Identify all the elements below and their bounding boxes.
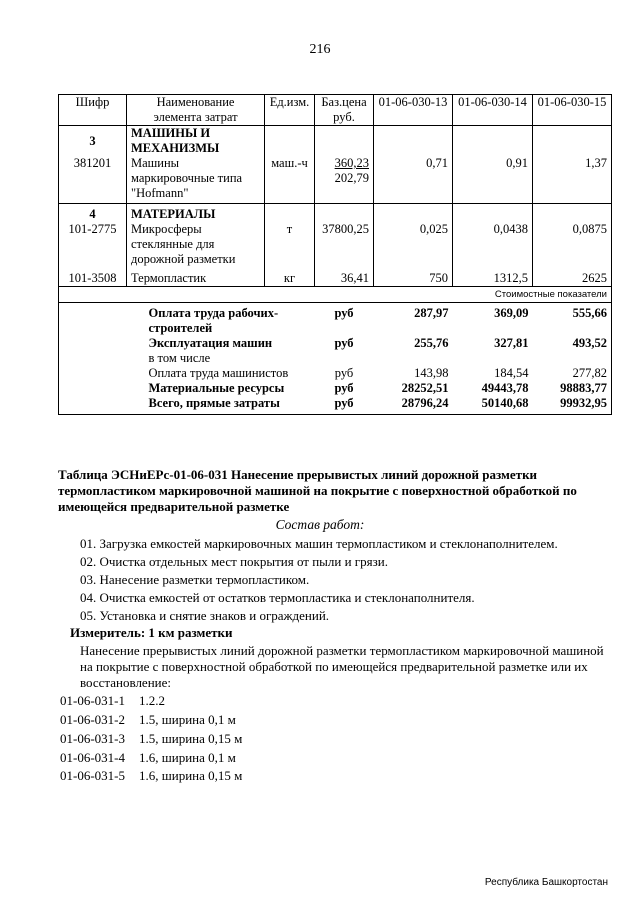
footer-region: Республика Башкортостан bbox=[484, 877, 608, 888]
page-number: 216 bbox=[309, 42, 331, 57]
header-code: Шифр bbox=[59, 95, 127, 126]
summary-row bbox=[59, 303, 612, 337]
code-text: 1.6, ширина 0,1 м bbox=[139, 750, 236, 765]
summary-row bbox=[59, 366, 612, 381]
work-item: 03. Нанесение разметки термопластиком. bbox=[80, 572, 310, 587]
summary-unit: руб bbox=[334, 381, 354, 395]
summary-name bbox=[127, 336, 315, 366]
summary-name: Всего, прямые затраты bbox=[127, 396, 315, 415]
work-item: 01. Загрузка емкостей маркировочных машин термопластиком и стеклонаполнителем. bbox=[80, 536, 558, 551]
code-text: 1.2.2 bbox=[139, 693, 165, 708]
summary-row bbox=[59, 381, 612, 396]
resource-table bbox=[58, 94, 612, 415]
row-name: Термопластик bbox=[127, 271, 265, 287]
row-name: Машины маркировочные типа "Hofmann" bbox=[127, 156, 265, 204]
summary-value-1: 287,97 bbox=[374, 303, 453, 337]
header-unit: Ед.изм. bbox=[265, 95, 315, 126]
row-code: 381201 bbox=[59, 156, 127, 204]
section-title: МАШИНЫ И МЕХАНИЗМЫ bbox=[127, 126, 265, 157]
code-item bbox=[60, 712, 236, 728]
summary-value-1: 255,76 bbox=[414, 336, 449, 350]
summary-value-3: 277,82 bbox=[533, 366, 612, 381]
summary-label: Оплата труда рабочих-строителей bbox=[148, 306, 279, 335]
code-text: 1.5, ширина 0,15 м bbox=[139, 731, 243, 746]
row-value-2: 0,91 bbox=[453, 156, 533, 204]
summary-value-3: 99932,95 bbox=[533, 396, 612, 415]
summary-unit: руб bbox=[315, 396, 374, 415]
summary-value-3: 493,52 bbox=[533, 336, 612, 366]
section-number: 3 bbox=[59, 126, 127, 157]
row-code: 101-3508 bbox=[59, 271, 127, 287]
row-unit: т bbox=[265, 222, 315, 271]
summary-value-2: 184,54 bbox=[494, 366, 529, 380]
row-name: Микросферы стеклянные для дорожной разметки bbox=[127, 222, 265, 271]
header-name: Наименование элемента затрат bbox=[127, 95, 265, 126]
summary-value-1: 143,98 bbox=[414, 366, 449, 380]
code-number: 01-06-031-2 bbox=[60, 712, 125, 727]
code-number: 01-06-031-3 bbox=[60, 731, 125, 746]
description: Нанесение прерывистых линий дорожной разметки термопластиком маркировочной машиной на покрытие с поверхностной обработкой по имеющейся предварительной разметке или их восстановление: bbox=[80, 643, 604, 690]
summary-unit: руб bbox=[315, 303, 374, 337]
code-item bbox=[60, 750, 236, 766]
price-value-2: 202,79 bbox=[334, 171, 369, 185]
summary-value-3: 98883,77 bbox=[533, 381, 612, 396]
summary-value-1: 28796,24 bbox=[374, 396, 453, 415]
header-price: Баз.цена руб. bbox=[315, 95, 374, 126]
row-value-3: 0,0875 bbox=[533, 222, 612, 271]
work-item: 02. Очистка отдельных мест покрытия от пыли и грязи. bbox=[80, 554, 388, 569]
table-row bbox=[59, 222, 612, 271]
price-value: 360,23 bbox=[334, 156, 369, 170]
summary-name: Оплата труда машинистов bbox=[148, 366, 289, 380]
code-item bbox=[60, 693, 165, 709]
row-value-2: 0,0438 bbox=[453, 222, 533, 271]
table-header-row bbox=[59, 95, 612, 126]
summary-value-3: 555,66 bbox=[533, 303, 612, 337]
summary-value-1: 28252,51 bbox=[401, 381, 449, 395]
code-number: 01-06-031-1 bbox=[60, 693, 125, 708]
summary-name: Материальные ресурсы bbox=[148, 381, 285, 395]
row-value-1: 0,025 bbox=[374, 222, 453, 271]
row-price: 36,41 bbox=[315, 271, 374, 287]
row-code: 101-2775 bbox=[59, 222, 127, 271]
header-col3: 01-06-030-15 bbox=[533, 95, 612, 126]
summary-unit: руб bbox=[334, 336, 354, 350]
summary-value-2: 49443,78 bbox=[481, 381, 529, 395]
row-value-1: 750 bbox=[374, 271, 453, 287]
code-item bbox=[60, 731, 242, 747]
row-value-2: 1312,5 bbox=[453, 271, 533, 287]
summary-sublabel: в том числе bbox=[148, 351, 211, 365]
summary-row bbox=[59, 336, 612, 366]
work-item: 05. Установка и снятие знаков и ограждений. bbox=[80, 608, 330, 623]
code-text: 1.6, ширина 0,15 м bbox=[139, 768, 243, 783]
cost-caption-row bbox=[59, 287, 612, 303]
section-title: Таблица ЭСНиЕРс-01-06-031 Нанесение прерывистых линий дорожной разметки термопластиком маркировочной машиной на покрытие с поверхностной обработкой по имеющейся предварительной разметке bbox=[58, 467, 577, 514]
work-item: 04. Очистка емкостей от остатков термопластика и стеклонаполнителя. bbox=[80, 590, 475, 605]
row-price: 37800,25 bbox=[315, 222, 374, 271]
code-item bbox=[60, 768, 242, 784]
header-col2: 01-06-030-14 bbox=[453, 95, 533, 126]
section-row bbox=[59, 126, 612, 157]
section-number: 4 bbox=[59, 204, 127, 223]
summary-name bbox=[127, 303, 315, 337]
code-number: 01-06-031-4 bbox=[60, 750, 125, 765]
table-row bbox=[59, 156, 612, 204]
code-text: 1.5, ширина 0,1 м bbox=[139, 712, 236, 727]
summary-unit: руб bbox=[334, 366, 354, 380]
cost-caption: Стоимостные показатели bbox=[374, 287, 612, 303]
header-col1: 01-06-030-13 bbox=[374, 95, 453, 126]
row-unit: кг bbox=[265, 271, 315, 287]
summary-value-2: 50140,68 bbox=[453, 396, 533, 415]
row-value-1: 0,71 bbox=[374, 156, 453, 204]
row-value-3: 2625 bbox=[533, 271, 612, 287]
summary-label: Эксплуатация машин bbox=[148, 336, 273, 350]
summary-value-2: 369,09 bbox=[453, 303, 533, 337]
work-composition-heading: Состав работ: bbox=[275, 517, 365, 532]
code-number: 01-06-031-5 bbox=[60, 768, 125, 783]
row-price bbox=[315, 156, 374, 204]
row-value-3: 1,37 bbox=[533, 156, 612, 204]
row-unit: маш.-ч bbox=[265, 156, 315, 204]
section-row bbox=[59, 204, 612, 223]
summary-row bbox=[59, 396, 612, 415]
section-title: МАТЕРИАЛЫ bbox=[127, 204, 265, 223]
measure-unit: Измеритель: 1 км разметки bbox=[70, 625, 233, 640]
table-row bbox=[59, 271, 612, 287]
summary-value-2: 327,81 bbox=[494, 336, 529, 350]
